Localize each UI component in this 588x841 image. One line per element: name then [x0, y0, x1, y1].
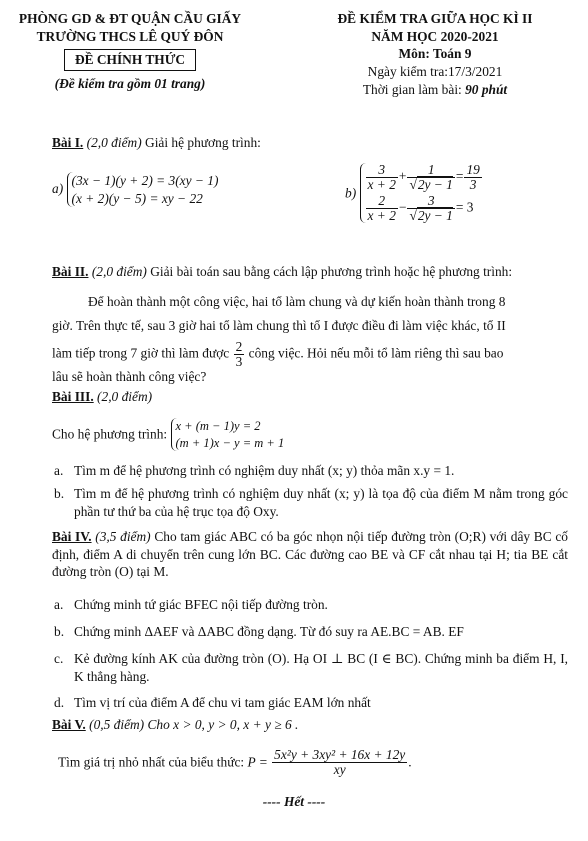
pages-note: (Đề kiểm tra gồm 01 trang)	[54, 76, 206, 92]
school-year: NĂM HỌC 2020-2021	[371, 28, 499, 44]
exam-title: ĐỀ KIỂM TRA GIỮA HỌC KÌ II	[337, 11, 533, 26]
official-badge: ĐỀ CHÍNH THỨC	[64, 49, 196, 71]
bai4-part-a: a. Chứng minh tứ giác BFEC nội tiếp đường tròn.	[54, 597, 328, 612]
bai3-eq1: x + (m − 1)y = 2	[175, 419, 261, 433]
bai5-expression: Tìm giá trị nhỏ nhất của biểu thức: P = $\frac{\text{5x²y + 3xy² + 16x + 12y}}{xy}$ .	[58, 747, 412, 778]
bai1-a-system	[67, 172, 219, 207]
bai3-eq2: (m + 1)x − y = m + 1	[175, 435, 285, 450]
bai1-a-eq2: (x + 2)(y − 5) = xy − 22	[71, 190, 203, 206]
department-name: PHÒNG GD & ĐT QUẬN CẦU GIẤY	[18, 11, 242, 26]
bai4-part-b: b. Chứng minh ΔAEF và ΔABC đồng dạng. Từ đó suy ra AE.BC = AB. EF	[54, 624, 464, 639]
bai1-a-eq1: (3x − 1)(y + 2) = 3(xy − 1)	[71, 173, 219, 188]
bai4-part-c: c. Kẻ đường kính AK của đường tròn (O). Hạ OI ⊥ BC (I ∈ BC). Chứng minh ba điểm H, I, K thẳng hàng.	[54, 651, 568, 684]
bai3-system: Cho hệ phương trình: x + (m − 1)y = 2 (m + 1)x − y = m + 1	[52, 419, 285, 450]
bai3-part-b: b. Tìm m để hệ phương trình có nghiệm duy nhất (x; y) là tọa độ của điểm M nằm trong góc phần tư thứ ba của hệ trục tọa độ Oxy.	[54, 486, 568, 519]
bai4-intro: Bài IV. (3,5 điểm) Cho tam giác ABC có ba góc nhọn nội tiếp đường tròn (O;R) với dây BC cố định, điểm A di chuyển trên cung lớn BC. Các đường cao BE và CF cắt nhau tại H; tia BE cắt đường tròn (O) tại M.	[52, 529, 569, 580]
bai2-line3: làm tiếp trong 7 giờ thì làm được $\frac{2}{3}$ công việc. Hỏi nếu mỗi tổ làm riêng thì sau bao	[52, 339, 504, 370]
bai1-part-a: a) (3x − 1)(y + 2) = 3(xy − 1) (x + 2)(y − 5) = xy − 22	[52, 173, 219, 206]
header-right	[300, 10, 570, 98]
subject: Môn: Toán 9	[398, 46, 472, 62]
bai1-b-system: $\frac{3}{x + 2}$ + $\frac{1}{√2y - 1}$ = $\frac{19}{3}$ $\frac{2}{x + 2}$ − $\frac{3}{√2y - 1}$ = 3	[360, 163, 483, 223]
bai2-heading: Bài II. (2,0 điểm) Giải bài toán sau bằng cách lập phương trình hoặc hệ phương trình:	[52, 264, 513, 279]
bai1-heading: Bài I. (2,0 điểm) Giải hệ phương trình:	[52, 135, 261, 150]
bai3-heading: Bài III. (2,0 điểm)	[52, 389, 153, 404]
bai2-line2: giờ. Trên thực tế, sau 3 giờ hai tổ làm chung thì tổ I được điều đi làm việc khác, tổ II	[52, 318, 506, 333]
end-marker: ---- Hết ----	[262, 794, 326, 809]
bai5-heading: Bài V. (0,5 điểm) Cho x > 0, y > 0, x + y ≥ 6 .	[52, 717, 299, 732]
bai3-part-a: a. Tìm m để hệ phương trình có nghiệm duy nhất (x; y) thỏa mãn x.y = 1.	[54, 463, 455, 478]
exam-date: Ngày kiểm tra:17/3/2021	[367, 64, 503, 80]
bai1-part-b: b) $\frac{3}{x + 2}$ + $\frac{1}{√2y - 1}$ = $\frac{19}{3}$ $\frac{2}{x + 2}$ − $\frac{3}{√2y - 1}$ = 3	[345, 163, 483, 223]
bai2-line1: Để hoàn thành một công việc, hai tổ làm chung và dự kiến hoàn thành trong 8	[88, 294, 506, 309]
exam-duration: Thời gian làm bài: 90 phút	[362, 81, 508, 97]
school-name: TRƯỜNG THCS LÊ QUÝ ĐÔN	[36, 28, 224, 44]
header-left	[10, 10, 250, 93]
bai4-part-d: d. Tìm vị trí của điểm A để chu vi tam giác EAM lớn nhất	[54, 695, 371, 710]
bai2-line4: lâu sẽ hoàn thành công việc?	[52, 369, 207, 384]
